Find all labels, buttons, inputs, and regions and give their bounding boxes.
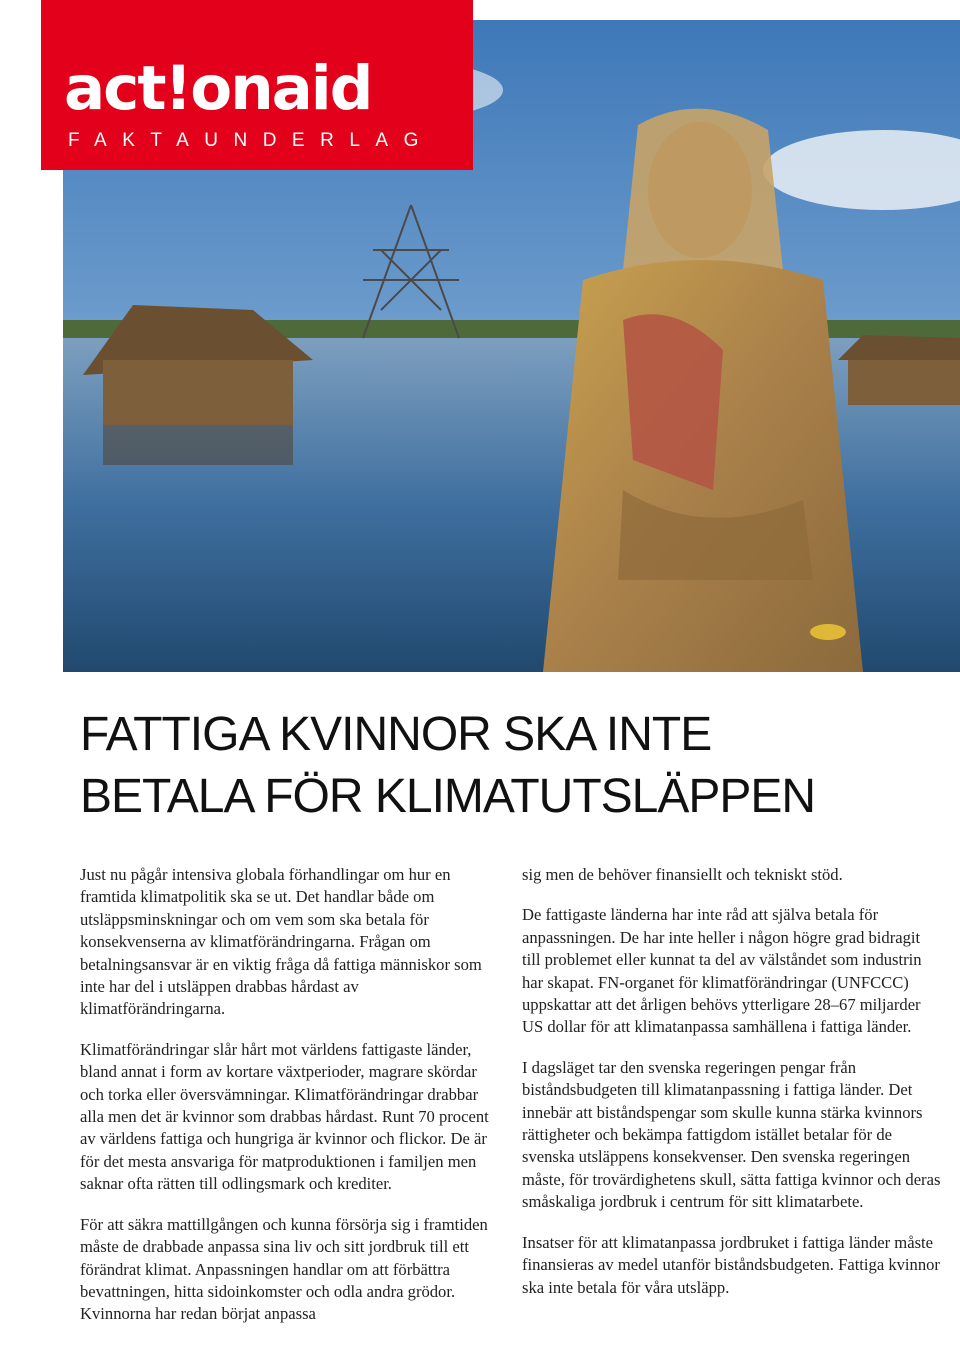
left-column	[80, 864, 500, 1344]
paragraph: sig men de behöver finansiellt och tekniskt stöd.	[522, 865, 843, 884]
actionaid-logo: act!onaid	[64, 53, 372, 124]
paragraph: Just nu pågår intensiva globala förhandlingar om hur en framtida klimatpolitik ska se ut. Det handlar både om utsläppsminskningar och om vem som ska betala för konsekvenserna av klimatförändringarna. Frågan om betalningsansvar är en viktig fråga då fattiga människor som inte har del i utsläppen drabbas hårdast av klimatförändringarna.	[80, 865, 482, 1019]
document-type-label: FAKTAUNDERLAG	[68, 130, 434, 151]
right-column	[522, 864, 942, 1317]
paragraph: För att säkra mattillgången och kunna försörja sig i framtiden måste de drabbade anpassa sina liv och sitt jordbruk till ett förändrat klimat. Anpassningen handlar om att förbättra bevattningen, hitta sidoinkomster och odla andra grödor. Kvinnorna har redan börjat anpassa	[80, 1214, 488, 1324]
title-line-1: FATTIGA KVINNOR SKA INTE	[80, 708, 712, 761]
paragraph: Klimatförändringar slår hårt mot världens fattigaste länder, bland annat i form av kortare växtperioder, magrare skördar och torka eller översvämningar. Klimatförändringar drabbar alla men det är kvinnor som drabbas hårdast. Runt 70 procent av världens fattiga och hungriga är kvinnor och flickor. De är för det mesta ansvariga för matproduktionen i familjen men saknar ofta rätten till odlingsmark och krediter.	[80, 1039, 489, 1194]
title-line-2: BETALA FÖR KLIMATUTSLÄPPEN	[80, 770, 816, 823]
paragraph: I dagsläget tar den svenska regeringen pengar från biståndsbudgeten till klimatanpassning i fattiga länder. Det innebär att biståndspengar som skulle kunna stärka kvinnors rättigheter och bekämpa fattigdom istället betalar för de svenska utsläppens konsekvenser. Den svenska regeringen måste, för trovärdighetens skull, sätta fattiga kvinnor och deras småskaliga jordbruk i centrum för sitt klimatarbete.	[522, 1057, 941, 1212]
page-title	[80, 704, 940, 828]
paragraph: De fattigaste länderna har inte råd att själva betala för anpassningen. De har inte heller i någon högre grad bidragit till problemet eller kunnat ta del av välståndet som industrin har skapat. FN-organet för klimatförändringar (UNFCCC) uppskattar att det årligen behövs ytterligare 28–67 miljarder US dollar för att klimatanpassa samhällena i fattiga länder.	[522, 905, 922, 1037]
paragraph: Insatser för att klimatanpassa jordbruket i fattiga länder måste finansieras av medel utanför biståndsbudgeten. Fattiga kvinnor ska inte betala för våra utsläpp.	[522, 1232, 940, 1297]
